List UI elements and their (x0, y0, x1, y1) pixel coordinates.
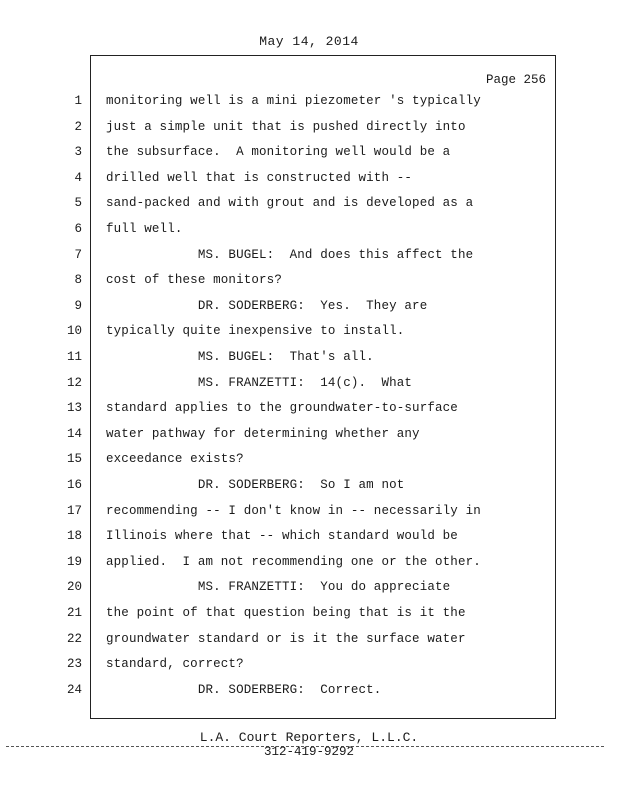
transcript-line: DR. SODERBERG: Correct. (106, 683, 382, 697)
line-number: 8 (74, 273, 82, 287)
line-number: 20 (66, 580, 82, 594)
transcript-line: drilled well that is constructed with -- (106, 171, 413, 185)
line-number: 15 (66, 452, 82, 466)
transcript-line: MS. BUGEL: That's all. (106, 350, 374, 364)
line-number: 9 (74, 299, 82, 313)
transcript-line: sand-packed and with grout and is developed as a (106, 196, 474, 210)
line-number: 13 (66, 401, 82, 415)
line-number: 10 (66, 324, 82, 338)
transcript-line: DR. SODERBERG: So I am not (106, 478, 405, 492)
line-number: 23 (66, 657, 82, 671)
line-number: 2 (74, 120, 82, 134)
line-number: 3 (74, 145, 82, 159)
line-number: 21 (66, 606, 82, 620)
transcript-line: MS. BUGEL: And does this affect the (106, 248, 474, 262)
transcript-line: groundwater standard or is it the surface water (106, 632, 466, 646)
header-date: May 14, 2014 (259, 34, 359, 49)
line-number: 14 (66, 427, 82, 441)
transcript-line: standard, correct? (106, 657, 244, 671)
transcript-line: monitoring well is a mini piezometer 's typically (106, 94, 481, 108)
transcript-line: the subsurface. A monitoring well would be a (106, 145, 451, 159)
line-number: 11 (66, 350, 82, 364)
transcript-line: MS. FRANZETTI: 14(c). What (106, 376, 413, 390)
line-number: 12 (66, 376, 82, 390)
transcript-line: cost of these monitors? (106, 273, 282, 287)
transcript-line: recommending -- I don't know in -- necessarily in (106, 504, 481, 518)
line-number: 4 (74, 171, 82, 185)
footer-phone: 312-419-9292 (263, 745, 354, 759)
transcript-line: Illinois where that -- which standard would be (106, 529, 458, 543)
transcript-line: standard applies to the groundwater-to-surface (106, 401, 458, 415)
line-number: 7 (74, 248, 82, 262)
transcript-line: water pathway for determining whether any (106, 427, 420, 441)
line-number: 1 (74, 94, 82, 108)
line-number: 16 (66, 478, 82, 492)
line-number: 17 (66, 504, 82, 518)
line-number: 6 (74, 222, 82, 236)
line-number: 18 (66, 529, 82, 543)
footer-company: L.A. Court Reporters, L.L.C. (199, 730, 419, 745)
transcript-line: the point of that question being that is it the (106, 606, 466, 620)
transcript-line: just a simple unit that is pushed directly into (106, 120, 466, 134)
line-number: 19 (66, 555, 82, 569)
line-number: 22 (66, 632, 82, 646)
page-number: Page 256 (486, 73, 547, 87)
transcript-line: typically quite inexpensive to install. (106, 324, 405, 338)
transcript-line: applied. I am not recommending one or the other. (106, 555, 481, 569)
transcript-line: DR. SODERBERG: Yes. They are (106, 299, 428, 313)
transcript-line: full well. (106, 222, 183, 236)
transcript-line: exceedance exists? (106, 452, 244, 466)
line-number: 24 (66, 683, 82, 697)
transcript-line: MS. FRANZETTI: You do appreciate (106, 580, 451, 594)
line-number: 5 (74, 196, 82, 210)
